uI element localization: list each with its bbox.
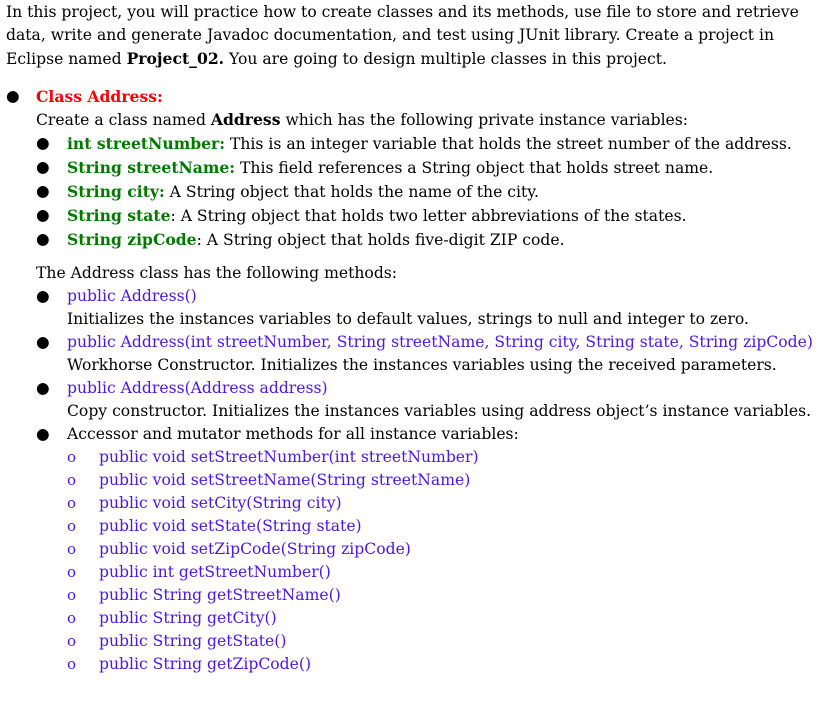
method-description: Initializes the instances variables to default values, strings to null and integer to zero. bbox=[67, 310, 749, 328]
bullet-circle-icon: o bbox=[67, 494, 77, 512]
bullet-disc-icon: ● bbox=[36, 134, 50, 152]
bullet-circle-icon: o bbox=[67, 517, 77, 535]
bullet-circle-icon: o bbox=[67, 632, 77, 650]
field-desc: This is an integer variable that holds the street number of the address. bbox=[225, 135, 792, 153]
bullet-disc-icon: ● bbox=[36, 287, 50, 305]
field-desc: : A String object that holds two letter abbreviations of the states. bbox=[170, 207, 687, 225]
bullet-disc-icon: ● bbox=[36, 230, 50, 248]
bullet-circle-icon: o bbox=[67, 448, 77, 466]
bullet-circle-icon: o bbox=[67, 540, 77, 558]
method-signature: public Address(Address address) bbox=[67, 379, 328, 397]
field-name: int streetNumber: bbox=[67, 134, 226, 153]
accessor-intro: Accessor and mutator methods for all instance variables: bbox=[67, 425, 519, 443]
intro-paragraph bbox=[6, 1, 824, 71]
field-item bbox=[6, 228, 824, 252]
method-item bbox=[6, 331, 824, 377]
method-item bbox=[6, 285, 824, 331]
accessor-mutator-item bbox=[6, 423, 824, 446]
bullet-disc-icon: ● bbox=[36, 425, 50, 443]
methods-intro: The Address class has the following methods: bbox=[36, 264, 398, 282]
field-desc: This field references a String object that holds street name. bbox=[235, 159, 714, 177]
field-name: String state bbox=[67, 206, 171, 225]
method-description: Copy constructor. Initializes the instances variables using address object’s instance variables. bbox=[67, 402, 812, 420]
accessor-item: o public String getStreetName() bbox=[6, 584, 824, 607]
bullet-circle-icon: o bbox=[67, 609, 77, 627]
bullet-disc-icon: ● bbox=[36, 206, 50, 224]
project-name: Project_02. bbox=[126, 49, 225, 68]
bullet-circle-icon: o bbox=[67, 586, 77, 604]
accessor-item: o public void setCity(String city) bbox=[6, 492, 824, 515]
accessor-item: o public String getState() bbox=[6, 630, 824, 653]
field-desc: A String object that holds the name of the city. bbox=[164, 183, 539, 201]
field-item bbox=[6, 204, 824, 228]
field-name: String streetName: bbox=[67, 158, 236, 177]
field-item bbox=[6, 132, 824, 156]
intro-text: In this project, you will practice how to create classes and its methods, use file to store and retrieve data, write and generate Javadoc documentation, and test using JUnit library. Create a project in Eclipse named bbox=[6, 3, 799, 68]
spacer bbox=[6, 252, 824, 262]
method-signature: public Address() bbox=[67, 287, 197, 305]
accessor-item: o public String getZipCode() bbox=[6, 653, 824, 676]
section-class-address bbox=[6, 85, 824, 132]
field-name: String zipCode bbox=[67, 230, 197, 249]
accessor-item: o public int getStreetNumber() bbox=[6, 561, 824, 584]
accessor-item: o public void setState(String state) bbox=[6, 515, 824, 538]
field-item bbox=[6, 180, 824, 204]
field-name: String city: bbox=[67, 182, 165, 201]
method-signature: public Address(int streetNumber, String streetName, String city, String state, String zipCode) bbox=[67, 333, 813, 351]
bullet-disc-icon: ● bbox=[6, 87, 20, 105]
bullet-circle-icon: o bbox=[67, 471, 77, 489]
bullet-circle-icon: o bbox=[67, 563, 77, 581]
class-name: Address bbox=[210, 110, 281, 129]
method-description: Workhorse Constructor. Initializes the instances variables using the received parameters. bbox=[67, 356, 777, 374]
accessor-item: o public void setStreetNumber(int streetNumber) bbox=[6, 446, 824, 469]
bullet-disc-icon: ● bbox=[36, 158, 50, 176]
method-item bbox=[6, 377, 824, 423]
accessor-item: o public void setZipCode(String zipCode) bbox=[6, 538, 824, 561]
accessor-item: o public String getCity() bbox=[6, 607, 824, 630]
field-desc: : A String object that holds five-digit ZIP code. bbox=[196, 231, 565, 249]
bullet-circle-icon: o bbox=[67, 655, 77, 673]
accessor-item: o public void setStreetName(String streetName) bbox=[6, 469, 824, 492]
bullet-disc-icon: ● bbox=[36, 182, 50, 200]
section-description: Create a class named Address which has the following private instance variables: bbox=[36, 110, 689, 129]
intro-text-end: You are going to design multiple classes in this project. bbox=[224, 50, 667, 68]
bullet-disc-icon: ● bbox=[36, 379, 50, 397]
section-title: Class Address: bbox=[36, 87, 163, 106]
field-item bbox=[6, 156, 824, 180]
bullet-disc-icon: ● bbox=[36, 333, 50, 351]
